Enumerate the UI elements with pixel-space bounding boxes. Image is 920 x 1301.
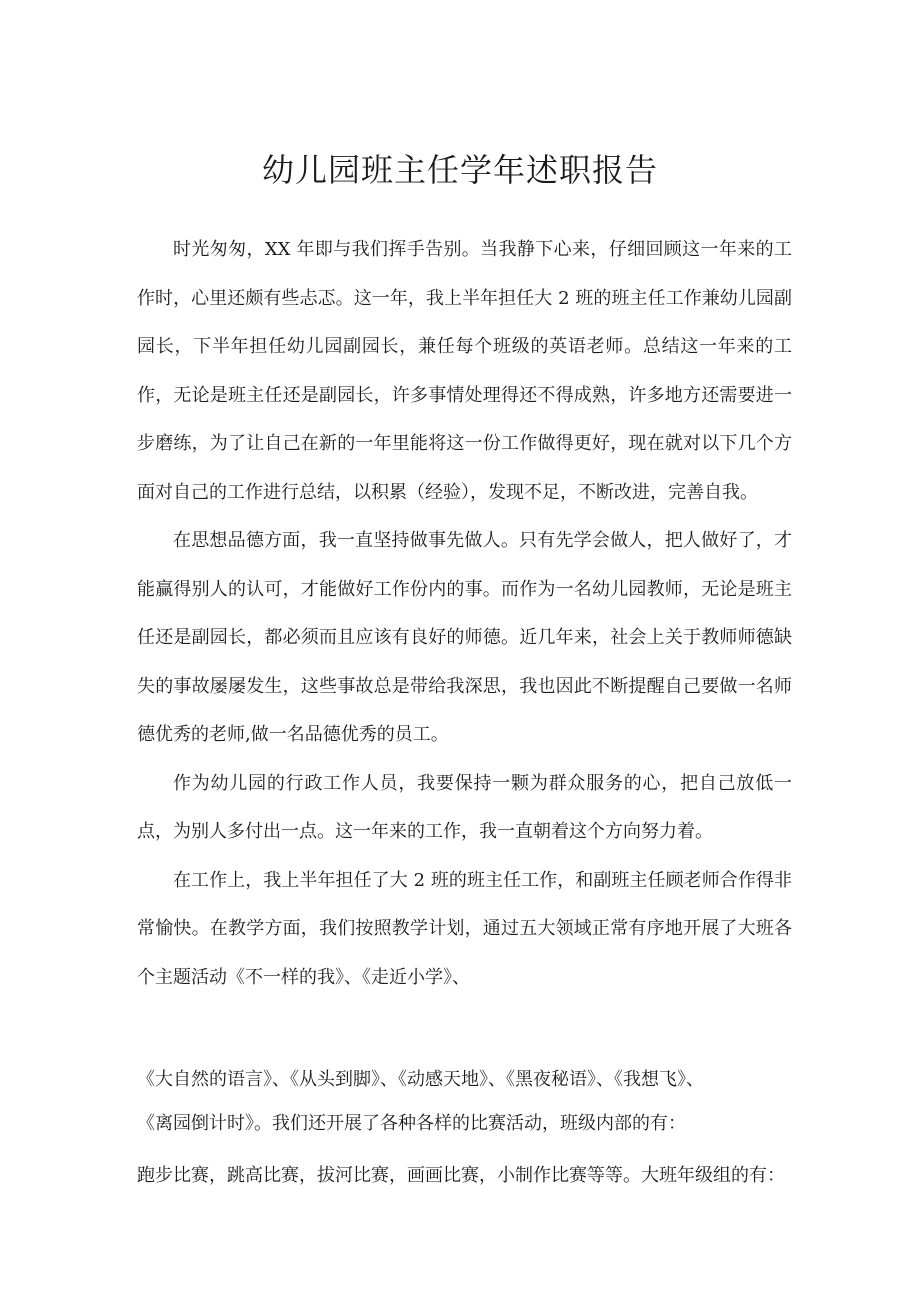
paragraph-moral: 在思想品德方面，我一直坚持做事先做人。只有先学会做人，把人做好了，才能赢得别人的认可，才能做好工作份内的事。而作为一名幼儿园教师，无论是班主任还是副园长，都必须而且应该有良好的师德。近几年来，社会上关于教师师德缺失的事故屡屡发生，这些事故总是带给我深思，我也因此不断提醒自己要做一名师德优秀的老师,做一名品德优秀的员工。: [137, 530, 792, 745]
paragraph-intro: 时光匆匆，XX 年即与我们挥手告别。当我静下心来，仔细回顾这一年来的工作时，心里还颇有些忐忑。这一年，我上半年担任大 2 班的班主任工作兼幼儿园副园长，下半年担任幼儿园副园长，兼任每个班级的英语老师。总结这一年来的工作，无论是班主任还是副园长，许多事情处理得还不得成熟，许多地方还需要进一步磨练，为了让自己在新的一年里能将这一份工作做得更好，现在就对以下几个方面对自己的工作进行总结，以积累（经验），发现不足，不断改进，完善自我。: [137, 239, 792, 503]
continuation-line: 跑步比赛，跳高比赛，拔河比赛，画画比赛，小制作比赛等等。大班年级组的有：: [137, 1165, 785, 1186]
document-body: [137, 226, 792, 1002]
paragraph-work: 在工作上，我上半年担任了大 2 班的班主任工作，和副班主任顾老师合作得非常愉快。在教学方面，我们按照教学计划，通过五大领域正常有序地开展了大班各个主题活动《不一样的我》、《走近小学》、: [137, 869, 792, 988]
paragraph-admin: 作为幼儿园的行政工作人员，我要保持一颗为群众服务的心，把自己放低一点，为别人多付出一点。这一年来的工作，我一直朝着这个方向努力着。: [137, 772, 792, 842]
document-title: 幼儿园班主任学年述职报告: [261, 151, 658, 189]
continuation-line: 《离园倒计时》。我们还开展了各种各样的比赛活动，班级内部的有：: [137, 1113, 686, 1134]
continuation-line: 《大自然的语言》、《从头到脚》、《动感天地》、《黑夜秘语》、《我想飞》、: [137, 1069, 704, 1090]
